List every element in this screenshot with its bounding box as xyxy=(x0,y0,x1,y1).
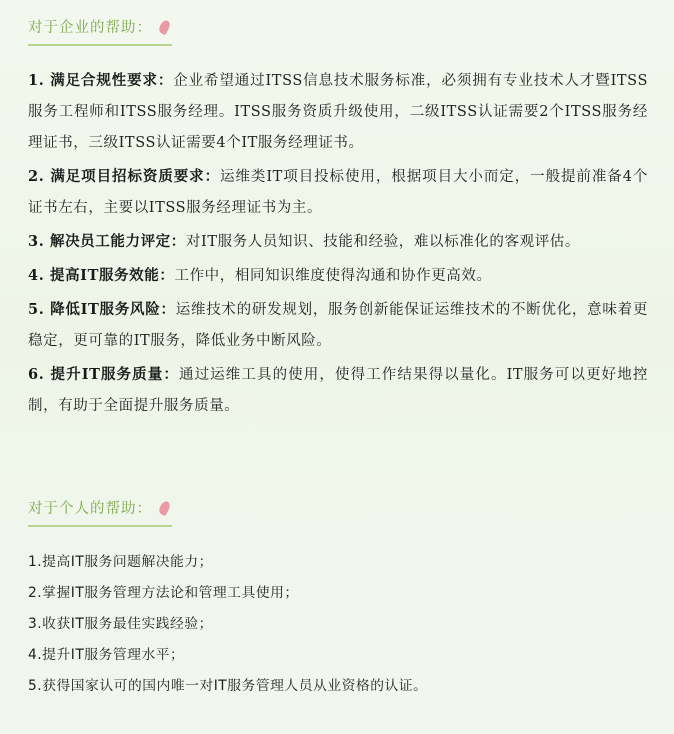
section-title: 对于个人的帮助： xyxy=(28,501,152,517)
benefit-heading: 2. 满足项目招标资质要求： xyxy=(28,168,221,185)
benefit-list xyxy=(28,65,648,422)
benefit-item xyxy=(28,359,648,422)
list-item: 1.提高IT服务问题解决能力； xyxy=(28,554,213,570)
benefit-text: 对IT服务人员知识、技能和经验，难以标准化的客观评估。 xyxy=(185,234,580,250)
benefit-heading: 3. 解决员工能力评定： xyxy=(28,233,186,250)
benefit-item xyxy=(28,65,648,159)
list-item: 3.收获IT服务最佳实践经验； xyxy=(28,616,213,632)
benefit-item xyxy=(28,294,648,357)
benefit-item xyxy=(28,226,648,258)
benefit-heading: 4. 提高IT服务效能： xyxy=(28,267,175,284)
section-header xyxy=(28,17,648,51)
section-header xyxy=(28,498,648,532)
benefit-item xyxy=(28,161,648,224)
benefit-heading: 6. 提升IT服务质量： xyxy=(28,366,179,383)
benefit-text: 企业希望通过ITSS信息技术服务标准，必须拥有专业技术人才暨ITSS服务工程师和ITSS服务经理。ITSS服务资质升级使用，二级ITSS认证需要2个ITSS服务经理证书，三级ITSS认证需要4个IT服务经理证书。 xyxy=(28,73,648,151)
benefit-text: 工作中，相同知识维度使得沟通和协作更高效。 xyxy=(174,268,492,284)
section-title: 对于企业的帮助： xyxy=(28,20,152,36)
benefit-heading: 5. 降低IT服务风险： xyxy=(28,301,176,318)
list-item: 2.掌握IT服务管理方法论和管理工具使用； xyxy=(28,585,299,601)
benefit-heading: 1. 满足合规性要求： xyxy=(28,72,174,89)
petal-icon xyxy=(157,500,172,517)
benefit-item xyxy=(28,260,648,292)
list-item: 5.获得国家认可的国内唯一对IT服务管理人员从业资格的认证。 xyxy=(28,678,428,694)
business-benefits-section xyxy=(28,17,648,424)
personal-benefits-section xyxy=(28,498,648,702)
list-item: 4.提升IT服务管理水平； xyxy=(28,647,185,663)
petal-icon xyxy=(157,19,172,36)
benefit-text: 通过运维工具的使用，使得工作结果得以量化。IT服务可以更好地控制，有助于全面提升服务质量。 xyxy=(28,367,648,414)
benefit-text: 运维类IT项目投标使用，根据项目大小而定，一般提前准备4个证书左右，主要以ITSS服务经理证书为主。 xyxy=(28,169,648,216)
personal-benefit-list xyxy=(28,547,648,702)
title-underline xyxy=(28,44,172,46)
title-underline xyxy=(28,525,172,527)
benefit-text: 运维技术的研发规划，服务创新能保证运维技术的不断优化，意味着更稳定，更可靠的IT服务，降低业务中断风险。 xyxy=(28,302,648,349)
